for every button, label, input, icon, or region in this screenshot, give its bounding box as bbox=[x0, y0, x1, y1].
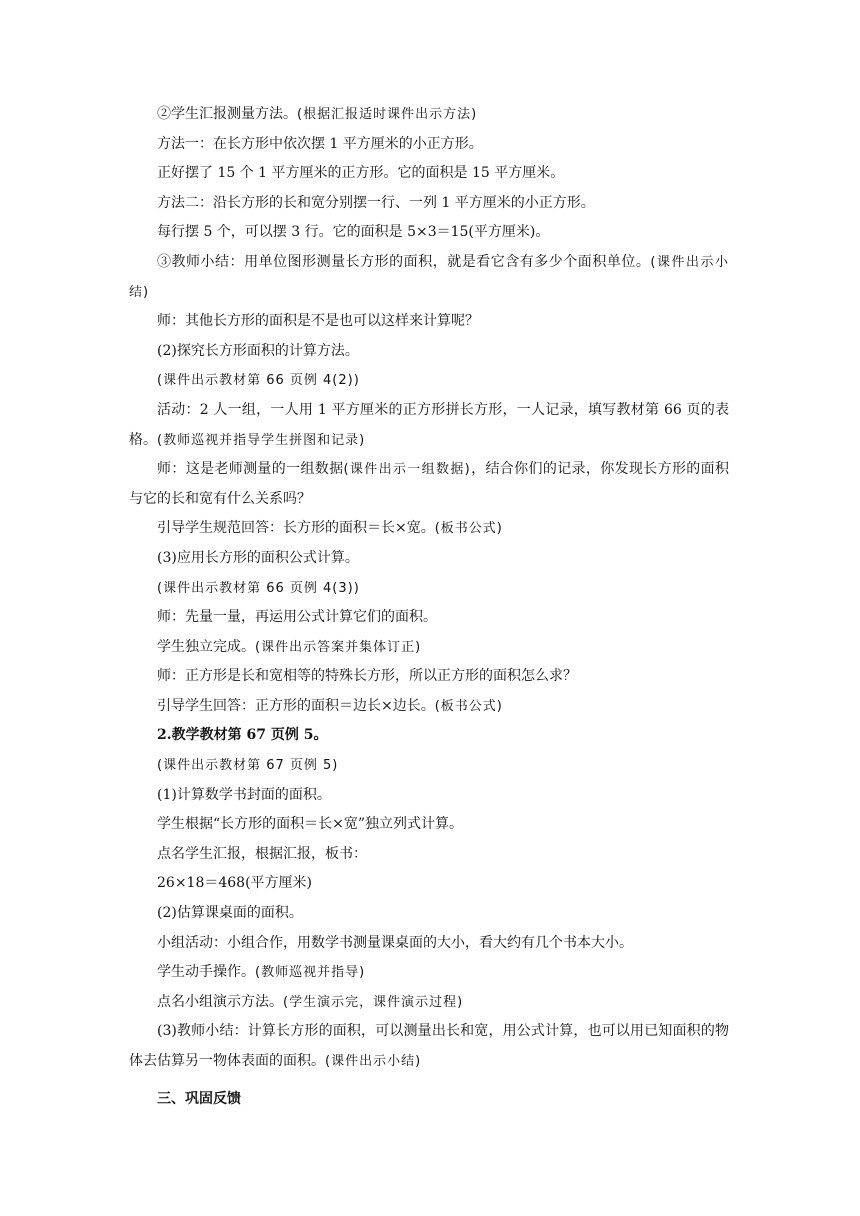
text: 学生独立完成。 bbox=[157, 638, 255, 655]
heading-text: 三、巩固反馈 bbox=[157, 1090, 241, 1107]
note: (课件出示答案并集体订正) bbox=[255, 639, 422, 655]
text: (3)教师小结：计算长方形的面积，可以测量出长和宽，用公式计算，也可以用已知面积的物体去估算另一物体表面的面积。 bbox=[129, 1023, 729, 1069]
note: (学生演示完，课件演示过程) bbox=[283, 994, 464, 1010]
note: (教师巡视并指导) bbox=[255, 965, 366, 981]
text: 正好摆了 15 个 1 平方厘米的正方形。它的面积是 15 平方厘米。 bbox=[157, 165, 565, 182]
section-heading bbox=[129, 721, 729, 751]
paragraph bbox=[129, 189, 729, 219]
text: 引导学生规范回答：长方形的面积＝长×宽。 bbox=[157, 520, 435, 537]
paragraph bbox=[129, 159, 729, 189]
text: 师：先量一量，再运用公式计算它们的面积。 bbox=[157, 609, 437, 626]
paragraph bbox=[129, 544, 729, 574]
text: 引导学生回答：正方形的面积＝边长×边长。 bbox=[157, 697, 435, 714]
heading-text: 2.教学教材第 67 页例 5。 bbox=[157, 727, 328, 744]
text: (2)探究长方形面积的计算方法。 bbox=[157, 342, 359, 359]
note: (课件出示小结) bbox=[129, 254, 730, 300]
paragraph bbox=[129, 810, 729, 840]
paragraph bbox=[129, 869, 729, 899]
paragraph bbox=[129, 751, 729, 781]
text: 学生动手操作。 bbox=[157, 964, 255, 981]
text: (2)估算课桌面的面积。 bbox=[157, 905, 303, 922]
paragraph bbox=[129, 603, 729, 633]
note: (板书公式) bbox=[434, 521, 503, 537]
text: 师：其他长方形的面积是不是也可以这样来计算呢？ bbox=[157, 313, 479, 330]
note: (教师巡视并指导学生拼图和记录) bbox=[157, 432, 366, 448]
text: 点名学生汇报，根据汇报，板书： bbox=[157, 845, 367, 862]
text: ③教师小结：用单位图形测量长方形的面积，就是看它含有多少个面积单位。 bbox=[157, 253, 651, 270]
paragraph bbox=[129, 130, 729, 160]
text: (1)计算数学书封面的面积。 bbox=[157, 786, 331, 803]
text: 活动：2 人一组，一人用 1 平方厘米的正方形拼长方形，一人记录，填写教材第 66 页的表格。 bbox=[129, 401, 729, 448]
text: 师：这是老师测量的一组数据 bbox=[157, 461, 344, 478]
paragraph bbox=[129, 958, 729, 988]
note: (课件出示教材第 66 页例 4(2)) bbox=[157, 373, 360, 389]
text: 点名小组演示方法。 bbox=[157, 993, 283, 1010]
paragraph bbox=[129, 781, 729, 811]
paragraph bbox=[129, 899, 729, 929]
paragraph bbox=[129, 662, 729, 692]
text: (3)应用长方形的面积公式计算。 bbox=[157, 549, 359, 566]
section-heading bbox=[129, 1085, 729, 1115]
paragraph bbox=[129, 366, 729, 396]
paragraph bbox=[129, 455, 729, 514]
text: 每行摆 5 个，可以摆 3 行。它的面积是 5×3＝15(平方厘米)。 bbox=[157, 224, 550, 241]
paragraph bbox=[129, 396, 729, 455]
paragraph bbox=[129, 100, 729, 130]
note: (课件出示小结) bbox=[325, 1054, 422, 1069]
text: 方法二：沿长方形的长和宽分别摆一行、一列 1 平方厘米的小正方形。 bbox=[157, 194, 595, 211]
text: 学生根据“长方形的面积＝长×宽”独立列式计算。 bbox=[157, 816, 464, 833]
note: (课件出示教材第 66 页例 4(3)) bbox=[157, 580, 360, 596]
paragraph bbox=[129, 692, 729, 722]
paragraph bbox=[129, 248, 729, 307]
paragraph bbox=[129, 337, 729, 367]
note: (板书公式) bbox=[434, 698, 503, 714]
paragraph bbox=[129, 218, 729, 248]
text: 小组活动：小组合作，用数学书测量课桌面的大小，看大约有几个书本大小。 bbox=[157, 934, 633, 951]
paragraph bbox=[129, 514, 729, 544]
paragraph bbox=[129, 929, 729, 959]
note: (课件出示一组数据) bbox=[343, 462, 471, 478]
document-page bbox=[129, 100, 729, 1114]
paragraph bbox=[129, 574, 729, 604]
text: ，结合你们的记录，你发现长方形的面积与它的长和宽有什么关系吗？ bbox=[129, 461, 729, 507]
paragraph bbox=[129, 307, 729, 337]
paragraph bbox=[129, 633, 729, 663]
note: (课件出示教材第 67 页例 5) bbox=[157, 758, 339, 774]
paragraph bbox=[129, 1017, 729, 1076]
text: ②学生汇报测量方法。 bbox=[157, 106, 297, 122]
paragraph bbox=[129, 988, 729, 1018]
paragraph bbox=[129, 840, 729, 870]
text: 师：正方形是长和宽相等的特殊长方形，所以正方形的面积怎么求？ bbox=[157, 668, 577, 685]
text: 26×18＝468(平方厘米) bbox=[157, 875, 313, 892]
text: 方法一：在长方形中依次摆 1 平方厘米的小正方形。 bbox=[157, 135, 483, 152]
note: (根据汇报适时课件出示方法) bbox=[297, 107, 478, 122]
